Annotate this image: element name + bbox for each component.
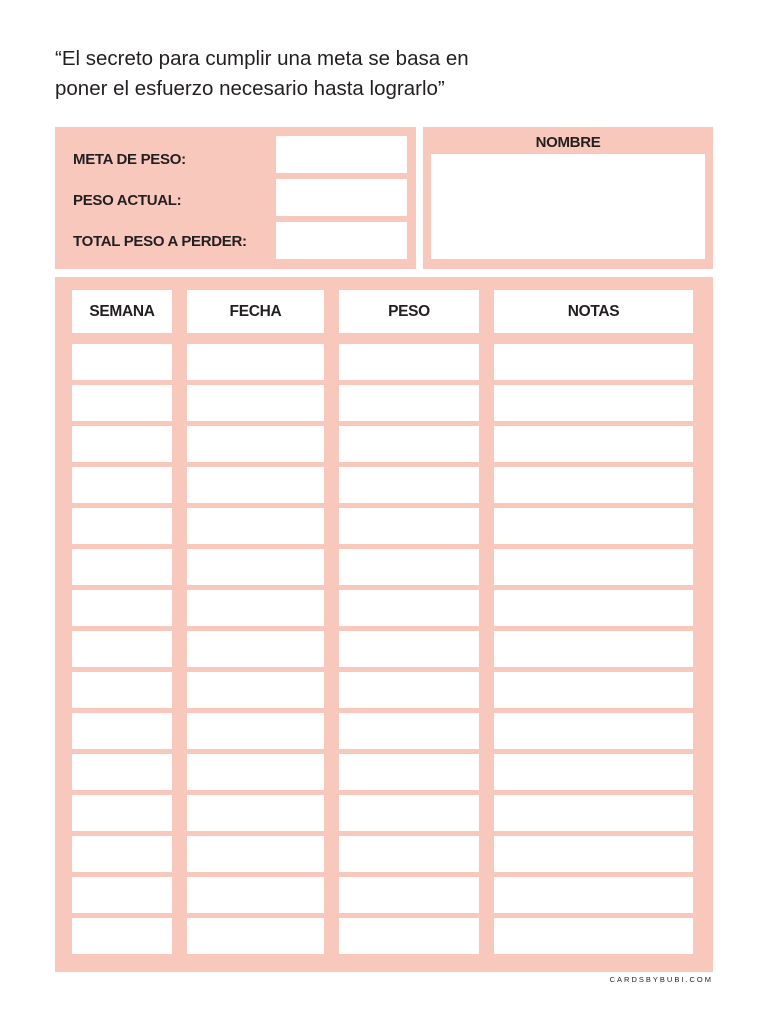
table-cell-peso[interactable] <box>339 467 479 503</box>
peso-actual-label: PESO ACTUAL: <box>73 192 182 209</box>
quote-line-2: poner el esfuerzo necesario hasta lograrlo” <box>55 77 445 100</box>
column-header-peso: PESO <box>339 290 479 333</box>
table-cell-fecha[interactable] <box>187 508 324 544</box>
table-cell-fecha[interactable] <box>187 672 324 708</box>
table-cell-semana[interactable] <box>72 508 172 544</box>
table-cell-notas[interactable] <box>494 672 693 708</box>
weight-log-table <box>55 277 713 972</box>
meta-de-peso-field[interactable] <box>276 136 407 173</box>
table-cell-notas[interactable] <box>494 713 693 749</box>
table-cell-peso[interactable] <box>339 508 479 544</box>
table-cell-semana[interactable] <box>72 344 172 380</box>
table-cell-notas[interactable] <box>494 467 693 503</box>
table-cell-peso[interactable] <box>339 754 479 790</box>
table-cell-fecha[interactable] <box>187 713 324 749</box>
table-cell-semana[interactable] <box>72 918 172 954</box>
table-cell-semana[interactable] <box>72 467 172 503</box>
table-cell-semana[interactable] <box>72 836 172 872</box>
peso-actual-field[interactable] <box>276 179 407 216</box>
table-cell-notas[interactable] <box>494 344 693 380</box>
table-cell-fecha[interactable] <box>187 631 324 667</box>
table-cell-semana[interactable] <box>72 385 172 421</box>
nombre-label: NOMBRE <box>535 134 601 151</box>
table-cell-fecha[interactable] <box>187 426 324 462</box>
table-cell-notas[interactable] <box>494 877 693 913</box>
table-cell-semana[interactable] <box>72 754 172 790</box>
table-cell-fecha[interactable] <box>187 549 324 585</box>
table-cell-semana[interactable] <box>72 426 172 462</box>
table-cell-fecha[interactable] <box>187 344 324 380</box>
table-cell-peso[interactable] <box>339 344 479 380</box>
total-peso-field[interactable] <box>276 222 407 259</box>
table-cell-fecha[interactable] <box>187 836 324 872</box>
table-cell-peso[interactable] <box>339 549 479 585</box>
total-peso-label: TOTAL PESO A PERDER: <box>73 233 247 250</box>
table-cell-peso[interactable] <box>339 918 479 954</box>
table-cell-semana[interactable] <box>72 672 172 708</box>
table-cell-notas[interactable] <box>494 631 693 667</box>
table-cell-semana[interactable] <box>72 549 172 585</box>
table-cell-peso[interactable] <box>339 877 479 913</box>
name-panel <box>423 127 713 269</box>
table-cell-fecha[interactable] <box>187 754 324 790</box>
goal-panel <box>55 127 416 269</box>
table-cell-peso[interactable] <box>339 836 479 872</box>
table-cell-notas[interactable] <box>494 918 693 954</box>
table-cell-peso[interactable] <box>339 631 479 667</box>
table-cell-semana[interactable] <box>72 877 172 913</box>
table-cell-fecha[interactable] <box>187 385 324 421</box>
table-cell-peso[interactable] <box>339 385 479 421</box>
table-cell-notas[interactable] <box>494 754 693 790</box>
motivational-quote <box>55 44 575 104</box>
table-cell-notas[interactable] <box>494 836 693 872</box>
table-cell-peso[interactable] <box>339 795 479 831</box>
column-header-semana: SEMANA <box>72 290 172 333</box>
table-cell-notas[interactable] <box>494 590 693 626</box>
table-cell-peso[interactable] <box>339 590 479 626</box>
table-cell-fecha[interactable] <box>187 590 324 626</box>
table-cell-semana[interactable] <box>72 713 172 749</box>
table-cell-semana[interactable] <box>72 631 172 667</box>
table-cell-peso[interactable] <box>339 713 479 749</box>
column-header-notas: NOTAS <box>494 290 693 333</box>
table-cell-notas[interactable] <box>494 385 693 421</box>
table-cell-semana[interactable] <box>72 590 172 626</box>
table-cell-notas[interactable] <box>494 426 693 462</box>
table-cell-fecha[interactable] <box>187 467 324 503</box>
meta-de-peso-label: META DE PESO: <box>73 151 186 168</box>
table-cell-peso[interactable] <box>339 672 479 708</box>
table-cell-notas[interactable] <box>494 549 693 585</box>
quote-line-1: “El secreto para cumplir una meta se basa en <box>55 47 469 70</box>
column-header-fecha: FECHA <box>187 290 324 333</box>
table-cell-fecha[interactable] <box>187 918 324 954</box>
table-cell-notas[interactable] <box>494 795 693 831</box>
nombre-field[interactable] <box>431 154 705 259</box>
table-cell-fecha[interactable] <box>187 877 324 913</box>
table-cell-fecha[interactable] <box>187 795 324 831</box>
table-cell-peso[interactable] <box>339 426 479 462</box>
footer-credit: CARDSBYBUBI.COM <box>609 975 713 984</box>
table-cell-notas[interactable] <box>494 508 693 544</box>
table-cell-semana[interactable] <box>72 795 172 831</box>
